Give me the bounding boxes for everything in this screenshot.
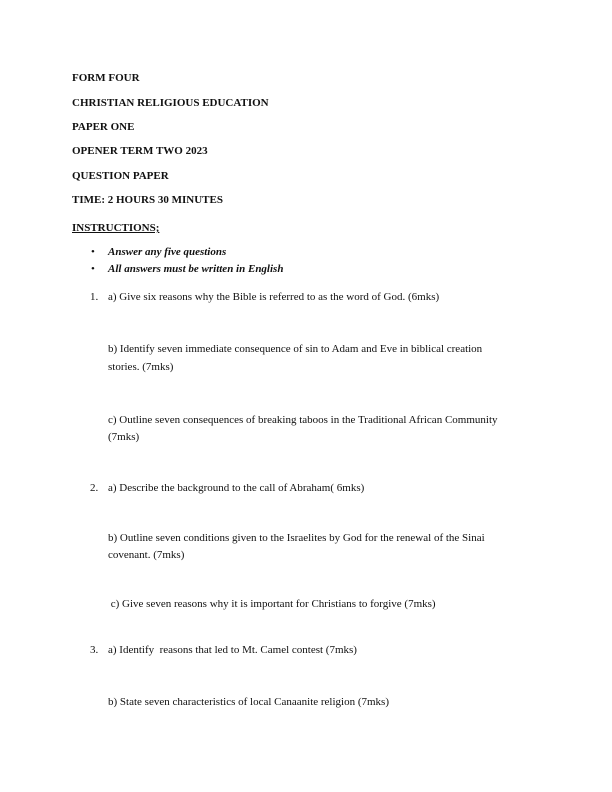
instruction-item: All answers must be written in English — [108, 263, 284, 275]
form-heading: FORM FOUR — [72, 72, 140, 84]
time-heading: TIME: 2 HOURS 30 MINUTES — [72, 194, 223, 206]
bullet-icon: • — [91, 263, 95, 275]
paper-heading: PAPER ONE — [72, 121, 135, 133]
instruction-item: Answer any five questions — [108, 246, 227, 258]
bullet-icon: • — [91, 246, 95, 258]
question-text: a) Identify reasons that led to Mt. Camel contest (7mks) — [108, 644, 357, 656]
subject-heading: CHRISTIAN RELIGIOUS EDUCATION — [72, 97, 269, 109]
question-text: covenant. (7mks) — [108, 549, 185, 561]
question-text: c) Outline seven consequences of breaking taboos in the Traditional African Community — [108, 414, 498, 426]
question-text: b) Identify seven immediate consequence of sin to Adam and Eve in biblical creation — [108, 343, 483, 355]
instructions-title: INSTRUCTIONS; — [72, 222, 160, 234]
question-number: 2. — [90, 482, 99, 494]
question-number: 3. — [90, 644, 99, 656]
question-text: c) Give seven reasons why it is important for Christians to forgive (7mks) — [108, 598, 436, 610]
question-text: (7mks) — [108, 431, 140, 443]
question-text: stories. (7mks) — [108, 361, 174, 373]
question-text: b) State seven characteristics of local Canaanite religion (7mks) — [108, 696, 390, 708]
term-heading: OPENER TERM TWO 2023 — [72, 145, 208, 157]
question-number: 1. — [90, 291, 99, 303]
question-text: b) Outline seven conditions given to the Israelites by God for the renewal of the Sinai — [108, 532, 485, 544]
question-paper-heading: QUESTION PAPER — [72, 170, 169, 182]
question-text: a) Describe the background to the call of Abraham( 6mks) — [108, 482, 365, 494]
question-text: a) Give six reasons why the Bible is referred to as the word of God. (6mks) — [108, 291, 440, 303]
